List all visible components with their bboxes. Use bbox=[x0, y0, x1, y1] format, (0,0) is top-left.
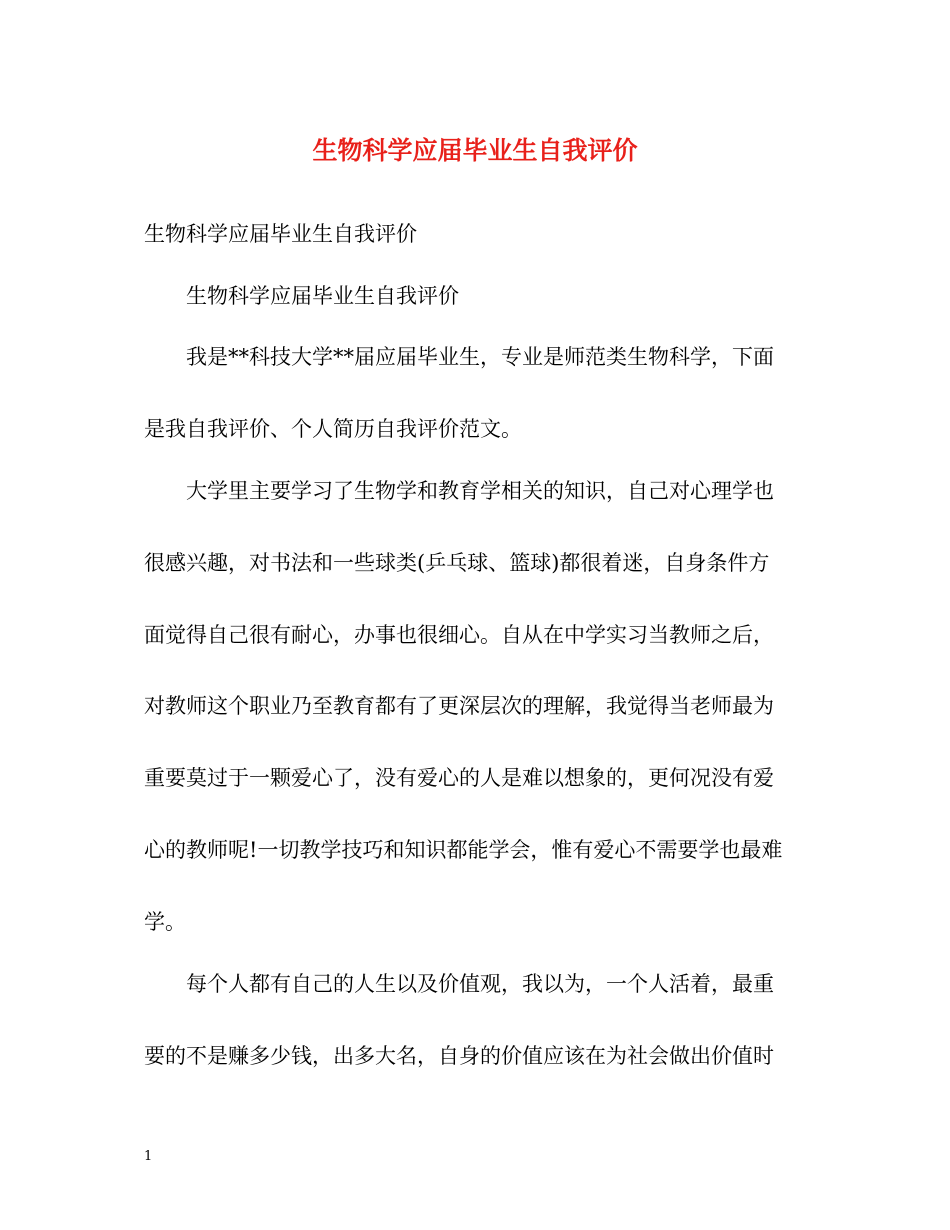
paragraph-2-line-5: 重要莫过于一颗爱心了，没有爱心的人是难以想象的，更何况没有爱 bbox=[144, 766, 774, 790]
paragraph-2-line-6: 心的教师呢!一切教学技巧和知识都能学会，惟有爱心不需要学也最难 bbox=[144, 838, 783, 862]
page-number: 1 bbox=[144, 1149, 153, 1164]
paragraph-2-line-2: 很感兴趣，对书法和一些球类(乒乓球、篮球)都很着迷，自身条件方 bbox=[144, 551, 770, 575]
paragraph-2-line-1: 大学里主要学习了生物学和教育学相关的知识，自己对心理学也 bbox=[186, 479, 774, 503]
document-title: 生物科学应届毕业生自我评价 bbox=[312, 136, 638, 165]
paragraph-1-line-2: 是我自我评价、个人简历自我评价范文。 bbox=[144, 417, 522, 441]
subtitle-indented: 生物科学应届毕业生自我评价 bbox=[186, 284, 459, 308]
subtitle-plain: 生物科学应届毕业生自我评价 bbox=[144, 222, 417, 246]
paragraph-2-line-3: 面觉得自己很有耐心，办事也很细心。自从在中学实习当教师之后， bbox=[144, 623, 774, 647]
paragraph-1-line-1: 我是**科技大学**届应届毕业生，专业是师范类生物科学，下面 bbox=[186, 345, 774, 369]
paragraph-2-line-4: 对教师这个职业乃至教育都有了更深层次的理解，我觉得当老师最为 bbox=[144, 694, 774, 718]
paragraph-2-line-7: 学。 bbox=[144, 910, 186, 934]
paragraph-3-line-1: 每个人都有自己的人生以及价值观，我以为，一个人活着，最重 bbox=[186, 972, 774, 996]
paragraph-3-line-2: 要的不是赚多少钱，出多大名，自身的价值应该在为社会做出价值时 bbox=[144, 1044, 774, 1068]
